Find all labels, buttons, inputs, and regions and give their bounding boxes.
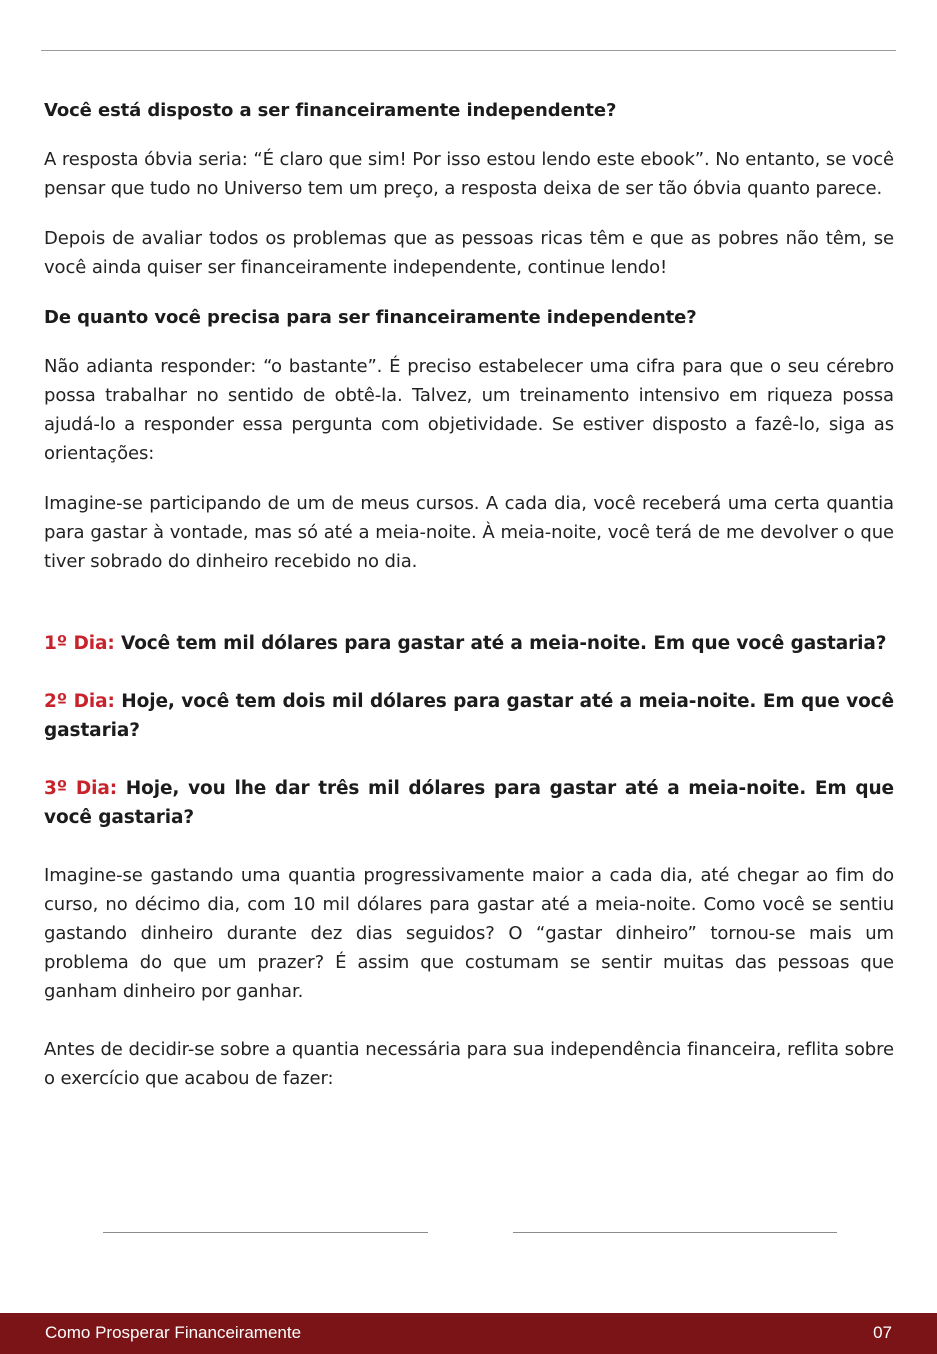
page-number: 07: [873, 1323, 892, 1342]
day-3-item: [44, 774, 894, 832]
closing-paragraph-2: Antes de decidir-se sobre a quantia necessária para sua independência financeira, reflita sobre o exercício que acabou de fazer:: [44, 1039, 894, 1089]
day-2-item: [44, 687, 894, 745]
day-3-label: 3º Dia:: [44, 778, 118, 799]
section-heading-1: Você está disposto a ser financeiramente independente?: [44, 100, 617, 121]
paragraph-2: Depois de avaliar todos os problemas que as pessoas ricas têm e que as pobres não têm, se você ainda quiser ser financeiramente independente, continue lendo!: [44, 228, 894, 278]
day-3-text: Hoje, vou lhe dar três mil dólares para gastar até a meia-noite. Em que você gastaria?: [44, 778, 894, 828]
day-1-text: Você tem mil dólares para gastar até a meia-noite. Em que você gastaria?: [120, 633, 887, 654]
paragraph-4: Imagine-se participando de um de meus cursos. A cada dia, você receberá uma certa quantia para gastar à vontade, mas só até a meia-noite. À meia-noite, você terá de me devolver o que tiver sobrado do dinheiro recebido no dia.: [44, 493, 894, 572]
top-divider: [41, 50, 896, 51]
page-footer: [0, 1313, 937, 1354]
paragraph-1: A resposta óbvia seria: “É claro que sim! Por isso estou lendo este ebook”. No entanto, se você pensar que tudo no Universo tem um preço, a resposta deixa de ser tão óbvia quanto parece.: [44, 149, 894, 199]
day-2-text: Hoje, você tem dois mil dólares para gastar até a meia-noite. Em que você gastaria?: [44, 691, 894, 741]
spacer: [44, 597, 894, 629]
footer-title: Como Prosperar Financeiramente: [45, 1323, 302, 1342]
answer-line-left: [103, 1232, 428, 1233]
day-1-label: 1º Dia:: [44, 633, 115, 654]
closing-paragraph-1: Imagine-se gastando uma quantia progressivamente maior a cada dia, até chegar ao fim do curso, no décimo dia, com 10 mil dólares para gastar até a meia-noite. Como você se sentiu gastando dinheiro durante dez dias seguidos? O “gastar dinheiro” tornou-se mais um problema do que um prazer? É assim que costumam se sentir muitas das pessoas que ganham dinheiro por ganhar.: [44, 865, 894, 1002]
page-content: [44, 96, 894, 1114]
section-heading-2: De quanto você precisa para ser financeiramente independente?: [44, 307, 697, 328]
day-1-item: [44, 629, 894, 658]
answer-line-right: [513, 1232, 837, 1233]
paragraph-3: Não adianta responder: “o bastante”. É preciso estabelecer uma cifra para que o seu cérebro possa trabalhar no sentido de obtê-la. Talvez, um treinamento intensivo em riqueza possa ajudá-lo a responder essa pergunta com objetividade. Se estiver disposto a fazê-lo, siga as orientações:: [44, 356, 894, 464]
day-2-label: 2º Dia:: [44, 691, 115, 712]
